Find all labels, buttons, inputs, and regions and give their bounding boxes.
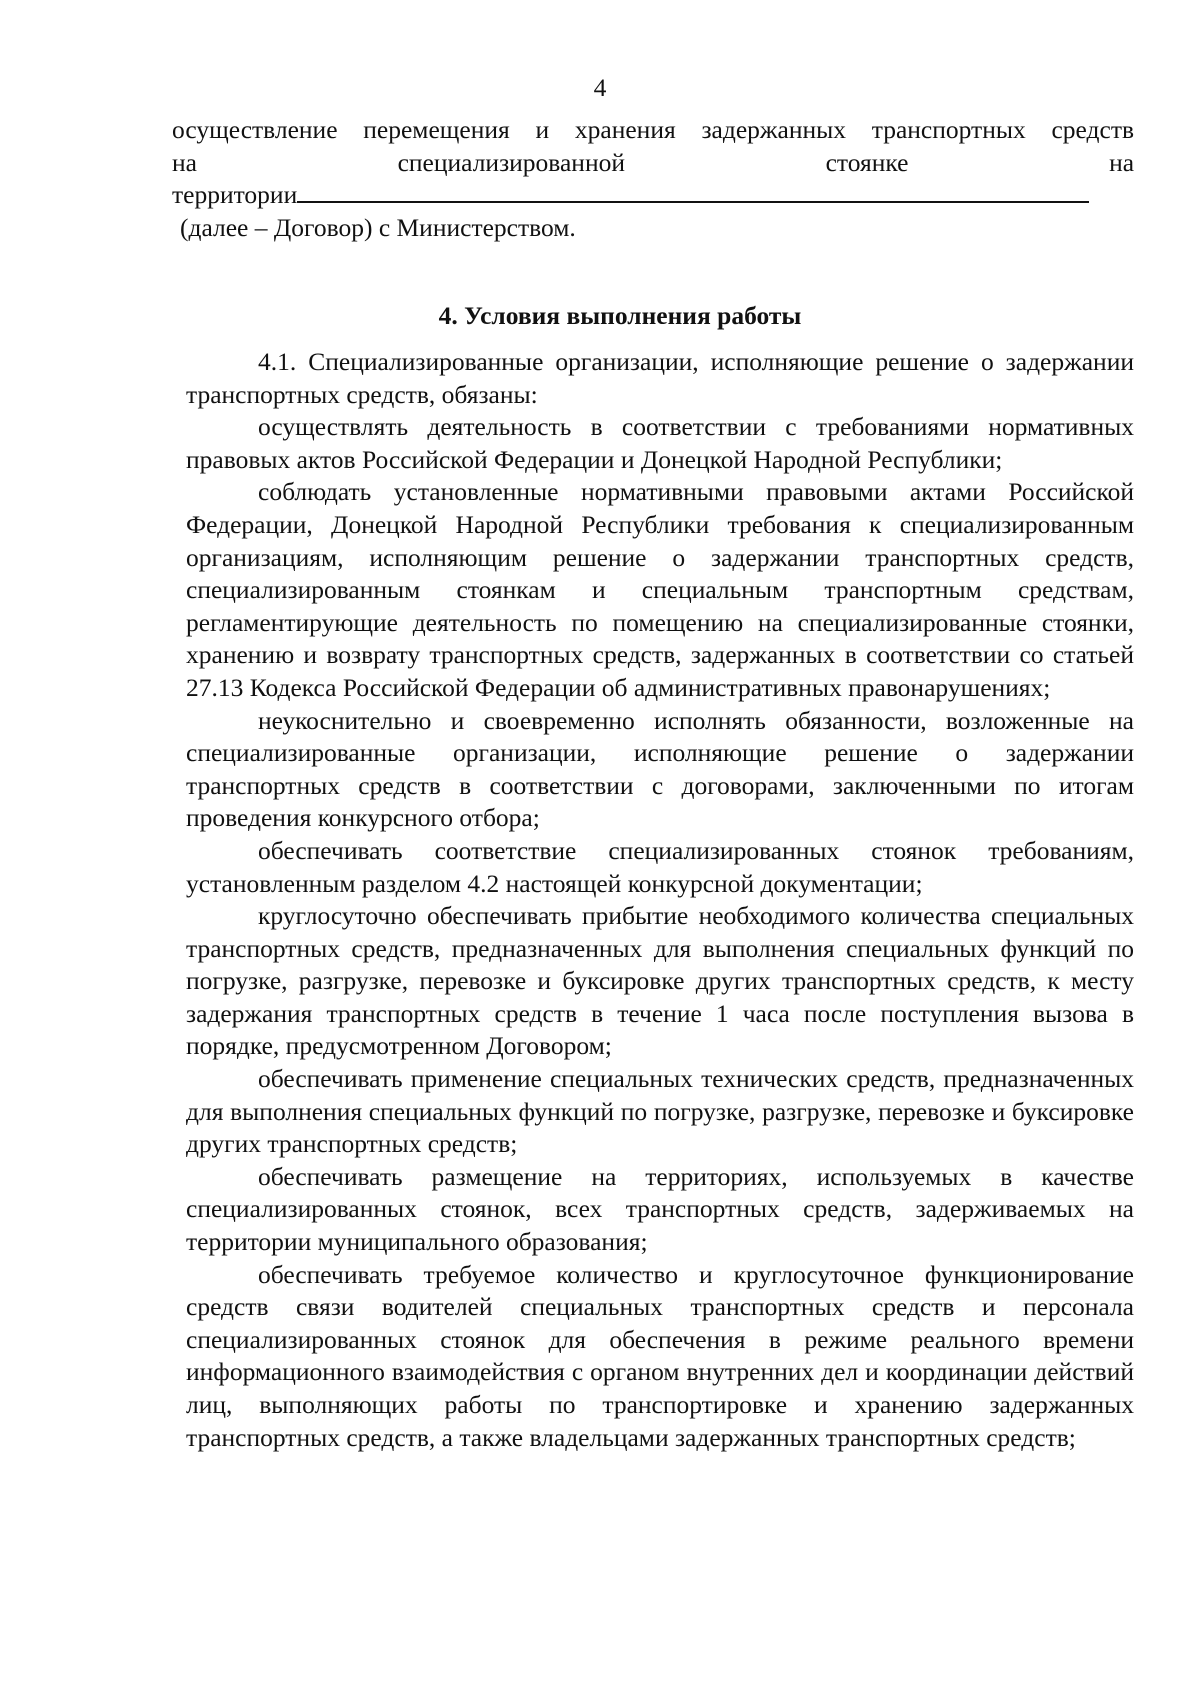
- paragraph: обеспечивать применение специальных технических средств, предназначенных для выполнения специальных функций по погрузке, разгрузке, перевозке и буксировке других транспортных средств;: [186, 1064, 1134, 1159]
- intro-line-2: [172, 147, 1134, 180]
- section-body: [186, 346, 1134, 1454]
- paragraph: 4.1. Специализированные организации, исполняющие решение о задержании транспортных средств, обязаны:: [186, 347, 1134, 409]
- intro-word: на: [1109, 147, 1135, 177]
- paragraph: соблюдать установленные нормативными правовыми актами Российской Федерации, Донецкой Народной Республики требования к специализированным организациям, исполняющим решение о задержании транспортных средств, специализированным стоянкам и специальным транспортным средствам, регламентирующие деятельность по помещению на специализированные стоянки, хранению и возврату транспортных средств, задержанных в соответствии со статьей 27.13 Кодекса Российской Федерации об административных правонарушениях;: [186, 477, 1134, 702]
- intro-word: стоянке: [825, 147, 909, 177]
- paragraph: осуществлять деятельность в соответствии с требованиями нормативных правовых актов Российской Федерации и Донецкой Народной Республики;: [186, 412, 1134, 474]
- section-heading: 4. Условия выполнения работы: [438, 301, 802, 330]
- intro-line-4: (далее – Договор) с Министерством.: [180, 212, 576, 242]
- page-number: 4: [593, 73, 607, 102]
- intro-line-1: осуществление перемещения и хранения задержанных транспортных средств: [172, 115, 1134, 144]
- intro-block: [172, 114, 1134, 244]
- paragraph: обеспечивать требуемое количество и круглосуточное функционирование средств связи водителей специальных транспортных средств и персонала специализированных стоянок для обеспечения в режиме реального времени информационного взаимодействия с органом внутренних дел и координации действий лиц, выполняющих работы по транспортировке и хранению задержанных транспортных средств, а также владельцами задержанных транспортных средств;: [186, 1259, 1134, 1452]
- blank-underline: [297, 179, 1089, 203]
- paragraph: круглосуточно обеспечивать прибытие необходимого количества специальных транспортных средств, предназначенных для выполнения специальных функций по погрузке, разгрузке, перевозке и буксировке других транспортных средств, к месту задержания транспортных средств в течение 1 часа после поступления вызова в порядке, предусмотренном Договором;: [186, 901, 1134, 1061]
- paragraph: обеспечивать соответствие специализированных стоянок требованиям, установленным разделом 4.2 настоящей конкурсной документации;: [186, 835, 1134, 898]
- intro-word: на: [172, 147, 197, 177]
- intro-line-3: [172, 179, 1134, 212]
- paragraph: обеспечивать размещение на территориях, используемых в качестве специализированных стоянок, всех транспортных средств, задерживаемых на территории муниципального образования;: [186, 1161, 1134, 1257]
- intro-word: специализированной: [397, 147, 625, 177]
- territory-label: территории: [172, 180, 298, 210]
- paragraph: неукоснительно и своевременно исполнять обязанности, возложенные на специализированные организации, исполняющие решение о задержании транспортных средств в соответствии с договорами, заключенными по итогам проведения конкурсного отбора;: [186, 705, 1134, 833]
